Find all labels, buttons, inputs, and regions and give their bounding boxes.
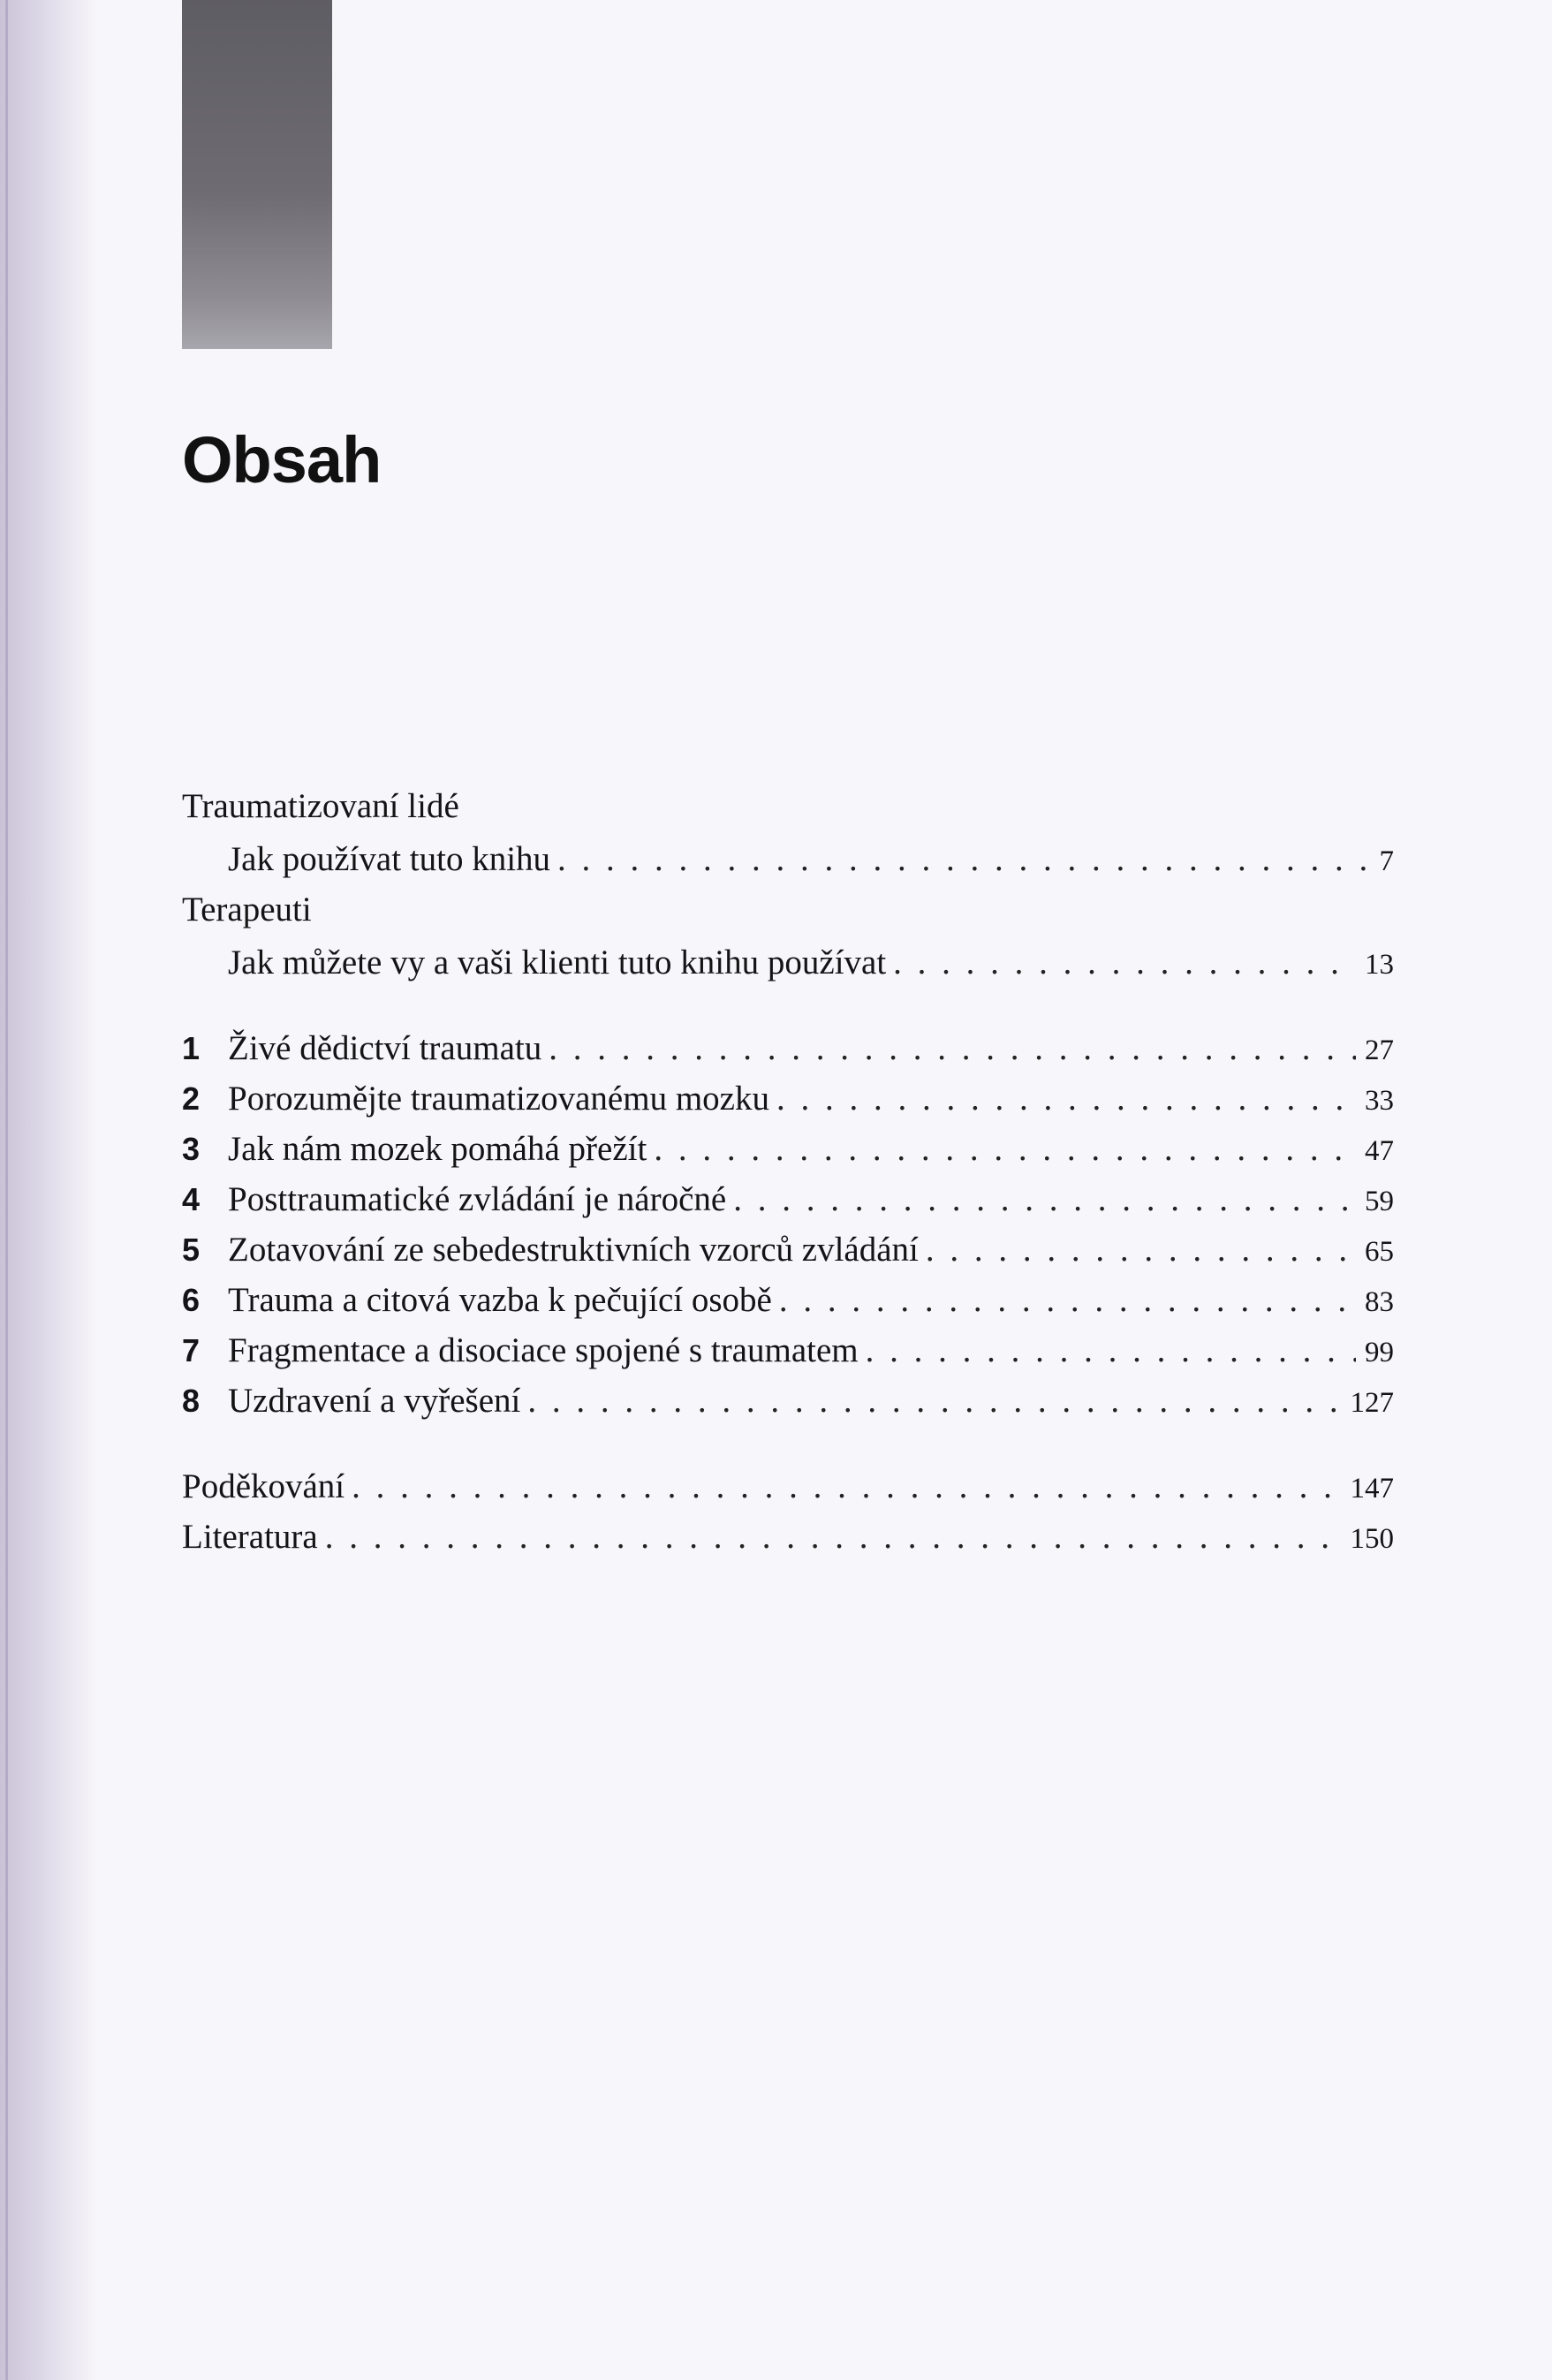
chapter-number: 4 bbox=[182, 1181, 201, 1217]
dot-leader bbox=[527, 1381, 1341, 1421]
toc-entry-page: 13 bbox=[1365, 949, 1394, 981]
chapter-number: 7 bbox=[182, 1332, 201, 1368]
toc-chapter-entry[interactable] bbox=[182, 1179, 1394, 1230]
toc-entry-title: Poděkování bbox=[182, 1467, 345, 1505]
chapter-page: 33 bbox=[1365, 1085, 1394, 1117]
dot-leader bbox=[776, 1079, 1356, 1118]
dot-leader bbox=[926, 1230, 1356, 1270]
chapter-number: 2 bbox=[182, 1080, 201, 1117]
chapter-title: Živé dědictví traumatu bbox=[228, 1029, 542, 1067]
toc-entry-page: 147 bbox=[1350, 1473, 1394, 1505]
chapter-number: 6 bbox=[182, 1282, 201, 1318]
toc-chapter-entry[interactable] bbox=[182, 1230, 1394, 1280]
table-of-contents bbox=[182, 786, 1394, 1567]
dot-leader bbox=[654, 1129, 1356, 1169]
chapter-page: 27 bbox=[1365, 1035, 1394, 1066]
chapter-page: 83 bbox=[1365, 1286, 1394, 1318]
toc-chapter-entry[interactable] bbox=[182, 1028, 1394, 1079]
chapter-title: Jak nám mozek pomáhá přežít bbox=[228, 1130, 647, 1168]
chapter-page: 127 bbox=[1350, 1387, 1394, 1419]
page-edge-shadow bbox=[0, 0, 97, 2380]
toc-chapter-entry[interactable] bbox=[182, 1280, 1394, 1330]
chapter-title: Porozumějte traumatizovanému mozku bbox=[228, 1080, 769, 1118]
chapter-title: Posttraumatické zvládání je náročné bbox=[228, 1180, 727, 1218]
chapter-title: Trauma a citová vazba k pečující osobě bbox=[228, 1281, 772, 1319]
chapter-number: 3 bbox=[182, 1131, 201, 1167]
dot-leader bbox=[779, 1280, 1356, 1320]
toc-chapter-entry[interactable] bbox=[182, 1381, 1394, 1431]
chapter-page: 47 bbox=[1365, 1135, 1394, 1167]
toc-entry-title: Jak používat tuto knihu bbox=[228, 840, 551, 878]
chapter-title: Fragmentace a disociace spojené s traumatem bbox=[228, 1331, 859, 1369]
chapter-page: 59 bbox=[1365, 1186, 1394, 1217]
toc-entry[interactable] bbox=[182, 1467, 1394, 1517]
page-title: Obsah bbox=[182, 423, 382, 496]
toc-group-label: Traumatizovaní lidé bbox=[182, 787, 459, 825]
chapter-number: 5 bbox=[182, 1232, 201, 1268]
page-edge-line bbox=[5, 0, 8, 2380]
toc-chapter-entry[interactable] bbox=[182, 1129, 1394, 1179]
chapter-number: 1 bbox=[182, 1030, 201, 1066]
decorative-header-bar bbox=[182, 0, 332, 349]
toc-group-heading bbox=[182, 890, 1394, 943]
toc-group-label: Terapeuti bbox=[182, 891, 312, 929]
toc-group-heading bbox=[182, 786, 1394, 839]
dot-leader bbox=[733, 1179, 1356, 1219]
chapter-page: 65 bbox=[1365, 1236, 1394, 1268]
toc-entry[interactable] bbox=[182, 839, 1394, 890]
toc-entry-title: Jak můžete vy a vaši klienti tuto knihu používat bbox=[228, 944, 887, 982]
dot-leader bbox=[352, 1467, 1341, 1506]
toc-entry[interactable] bbox=[182, 943, 1394, 993]
dot-leader bbox=[549, 1028, 1356, 1068]
chapter-title: Zotavování ze sebedestruktivních vzorců zvládání bbox=[228, 1231, 919, 1269]
dot-leader bbox=[866, 1330, 1356, 1370]
dot-leader bbox=[325, 1517, 1342, 1557]
toc-entry-page: 7 bbox=[1379, 845, 1394, 877]
toc-entry-title: Literatura bbox=[182, 1518, 318, 1556]
chapter-title: Uzdravení a vyřešení bbox=[228, 1382, 521, 1420]
toc-chapter-entry[interactable] bbox=[182, 1079, 1394, 1129]
toc-entry-page: 150 bbox=[1350, 1523, 1394, 1555]
toc-chapter-entry[interactable] bbox=[182, 1330, 1394, 1381]
chapter-page: 99 bbox=[1365, 1337, 1394, 1368]
dot-leader bbox=[557, 839, 1370, 879]
dot-leader bbox=[893, 943, 1356, 982]
chapter-number: 8 bbox=[182, 1383, 201, 1419]
toc-entry[interactable] bbox=[182, 1517, 1394, 1567]
